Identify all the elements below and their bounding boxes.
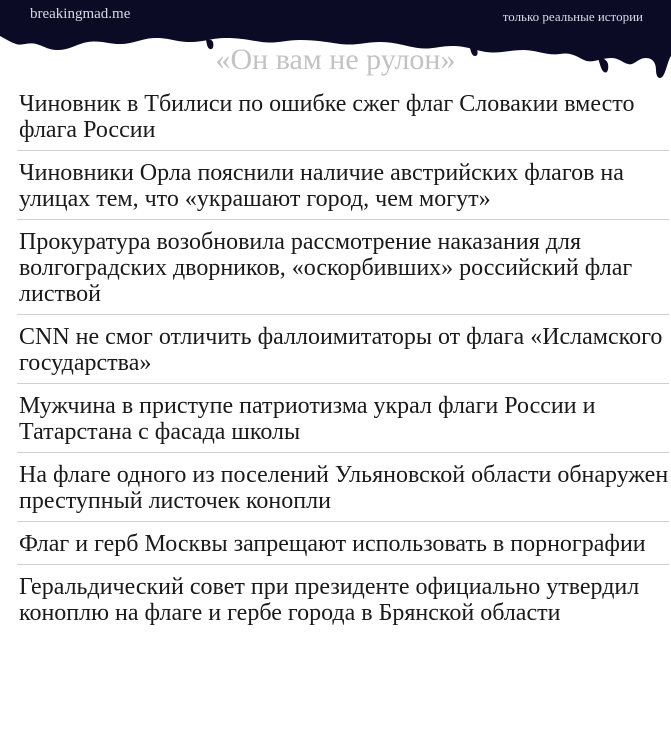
page-title: «Он вам не рулон» xyxy=(215,43,456,76)
news-item[interactable]: Геральдический совет при президенте официально утвердил коноплю на флаге и гербе города в Брянской области xyxy=(17,564,669,633)
header-banner xyxy=(0,0,671,80)
news-item[interactable]: Прокуратура возобновила рассмотрение наказания для волгоградских дворников, «оскорбивших» российский флаг листвой xyxy=(17,219,669,314)
news-item[interactable]: Чиновник в Тбилиси по ошибке сжег флаг Словакии вместо флага России xyxy=(19,91,635,143)
site-tagline: только реальные истории xyxy=(502,9,643,24)
site-name: breakingmad.me xyxy=(30,6,131,22)
news-item[interactable]: Мужчина в приступе патриотизма украл флаги России и Татарстана с фасада школы xyxy=(17,383,669,452)
news-item[interactable]: На флаге одного из поселений Ульяновской области обнаружен преступный листочек конопли xyxy=(17,452,669,521)
news-item[interactable]: CNN не смог отличить фаллоимитаторы от флага «Исламского государства» xyxy=(17,314,669,383)
news-item[interactable]: Чиновники Орла пояснили наличие австрийских флагов на улицах тем, что «украшают город, чем могут» xyxy=(17,150,669,219)
news-list xyxy=(17,82,669,633)
news-item[interactable]: Флаг и герб Москвы запрещают использовать в порнографии xyxy=(17,521,669,564)
